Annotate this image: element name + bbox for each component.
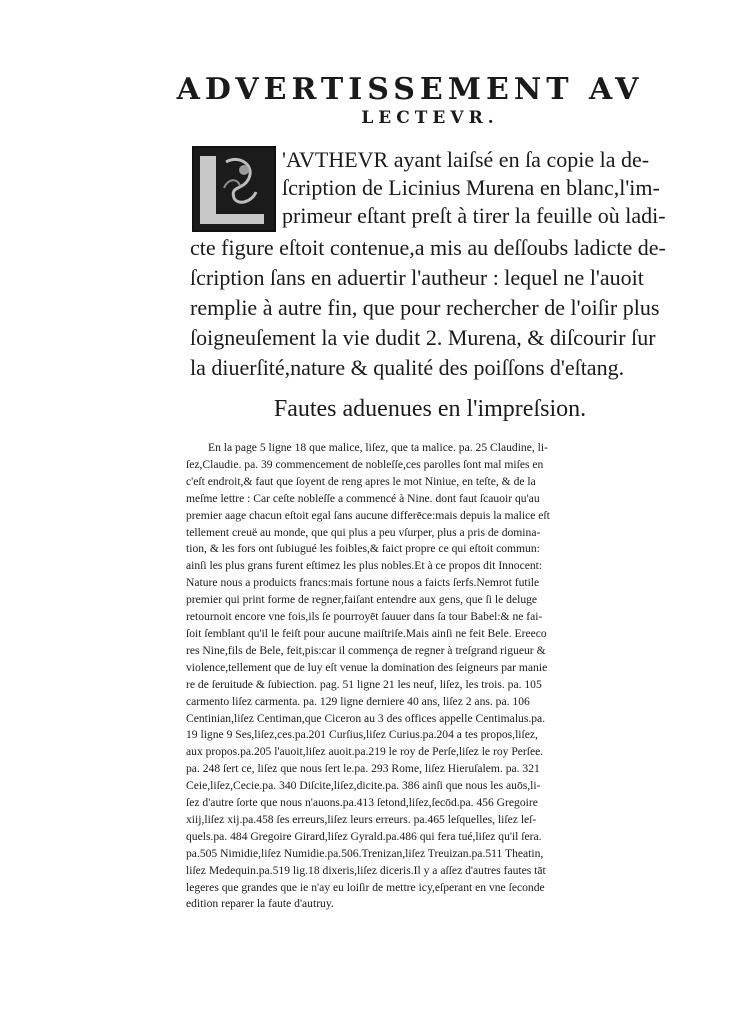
errata-line: ainſi les plus grans furent eſtimez les plus nobles.Et à ce propos dit Innocent: [186,559,543,573]
ornamental-initial-L [192,146,276,232]
errata-line: ſez d'autre ſorte que nous n'auons.pa.413 ſetond,liſez,ſecōd.pa. 456 Gregoire [186,796,538,810]
errata-line: carmento liſez carmenta. pa. 129 ligne derniere 40 ans, liſez 2 ans. pa. 106 [186,694,530,708]
intro-line: ſcription de Licinius Murena en blanc,l'im- [282,175,660,200]
errata-line: legeres que grandes que ie n'ay eu loiſir de mettre icy,eſperant en vne ſeconde [186,880,545,894]
errata-line: premier aage chacun eſtoit egal ſans aucune differēce:mais depuis la malice eſt [186,508,550,522]
errata-line: Nature nous a produicts francs:mais fortune nous a faicts ſerfs.Nemrot futile [186,576,540,590]
errata-line: violence,tellement que de luy eſt venue la domination des ſeigneurs par manie [186,660,548,674]
errata-line: quels.pa. 484 Gregoire Girard,liſez Gyrald.pa.486 qui fera tué,liſez qu'il ſera. [186,829,542,843]
errata-line: c'eſt endroit,& faut que ſoyent de reng apres le mot Niniue, en teſte, & de la [186,474,536,488]
intro-line: remplie à autre fin, que pour rechercher de l'oiſir plus [190,295,660,320]
errata-line: ſez,Claudie. pa. 39 commencement de nobleſſe,ces parolles ſont mal miſes en [186,457,544,471]
errata-line: liſez Medequin.pa.519 lig.18 dixeris,liſez diceris.Il y a aſſez d'autres fautes tāt [186,863,546,877]
errata-line: tion, & les fors ont ſubiugué les foibles,& faict propre ce qui eſtoit commun: [186,542,540,556]
intro-line: primeur eſtant preſt à tirer la feuille où ladi- [282,203,666,228]
errata-line: re de ſeruitude & ſubiection. pag. 51 ligne 21 les neuf, liſez, les trois. pa. 105 [186,677,542,691]
errata-line: xiij,liſez xij.pa.458 ſes erreurs,liſez leurs erreurs. pa.465 leſquelles, liſez leſ- [186,812,537,826]
errata-line: Centinian,liſez Centiman,que Ciceron au 3 des offices appelle Centimalus.pa. [186,711,546,725]
errata-line: retournoit encore vne fois,ils ſe pourroyēt ſauuer dans ſa tour Babel:& ne fai- [186,610,543,624]
errata-heading: Fautes aduenues en l'impreſsion. [273,396,587,422]
errata-text-block [186,440,686,913]
errata-line: pa. 248 ſert ce, liſez que nous ſert le.pa. 293 Rome, liſez Hieruſalem. pa. 321 [186,762,540,776]
errata-line: pa.505 Nimidie,liſez Numidie.pa.506.Trenizan,liſez Treuizan.pa.511 Theatin, [186,846,544,860]
errata-line: En la page 5 ligne 18 que malice, liſez, que ta malice. pa. 25 Claudine, li- [208,441,548,454]
errata-line: 19 ligne 9 Ses,liſez,ces.pa.201 Curſius,liſez Curius.pa.204 a tes propos,liſez, [186,728,538,742]
page-subtitle: LECTEVR. [361,108,499,128]
errata-line: meſme lettre : Car ceſte nobleſſe a commencé à Nine. dont faut ſcauoir qu'au [186,491,540,505]
errata-line: ſoit ſemblant qu'il le feiſt pour aucune maiſtriſe.Mais ainſi ne feit Bele. Ereeco [186,626,547,640]
page-title: ADVERTISSEMENT AV [176,72,644,107]
intro-line: cte figure eſtoit contenue,a mis au deſſoubs ladicte de- [190,235,666,260]
errata-line: premier qui print forme de regner,faiſant entendre aux gens, que ſi le deluge [186,593,538,607]
intro-line: la diuerſité,nature & qualité des poiſſons d'eſtang. [190,355,625,380]
errata-line: aux propos.pa.205 l'auoit,liſez auoit.pa.219 le roy de Perſe,liſez le roy Perſee. [186,745,544,759]
errata-line: Ceie,liſez,Cecie.pa. 340 Diſcite,liſez,dicite.pa. 386 ainſi que nous les auōs,li- [186,779,541,793]
intro-line: 'AVTHEVR ayant laiſsé en ſa copie la de- [282,147,650,172]
errata-line: tellement creuë au monde, que qui plus a peu vſurper, plus a pris de domina- [186,525,541,539]
errata-line: res Nine,fils de Bele, feit,pis:car il commença de regner à treſgrand rigueur & [186,643,546,657]
intro-line: ſoigneuſement la vie dudit 2. Murena, & diſcourir ſur [190,325,656,350]
errata-line: edition reparer la faute d'autruy. [186,897,334,911]
intro-line: ſcription ſans en aduertir l'autheur : lequel ne l'auoit [190,265,644,290]
